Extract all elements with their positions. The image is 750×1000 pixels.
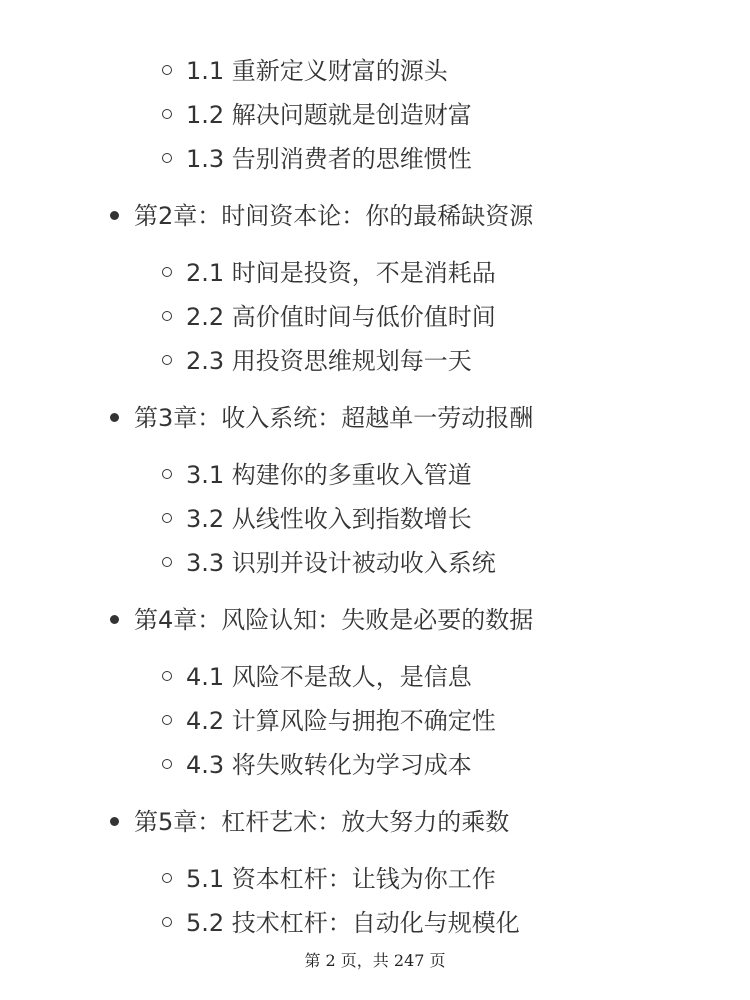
hollow-bullet-icon — [162, 873, 172, 883]
filled-bullet-icon — [110, 413, 119, 422]
hollow-bullet-icon — [162, 153, 172, 163]
hollow-bullet-icon — [162, 671, 172, 681]
toc-item-text: 1.2 解决问题就是创造财富 — [186, 101, 472, 129]
toc-item-text: 3.1 构建你的多重收入管道 — [186, 461, 472, 489]
hollow-bullet-icon — [162, 469, 172, 479]
toc-item-text: 2.2 高价值时间与低价值时间 — [186, 303, 496, 331]
toc-item-3-3 — [162, 541, 496, 585]
toc-item-2-3 — [162, 339, 472, 383]
toc-item-text: 1.1 重新定义财富的源头 — [186, 57, 448, 85]
toc-item-text: 5.2 技术杠杆：自动化与规模化 — [186, 909, 520, 937]
toc-chapter-text: 第4章：风险认知：失败是必要的数据 — [134, 606, 534, 634]
toc-item-4-2 — [162, 699, 496, 743]
toc-item-1-1 — [162, 49, 448, 93]
hollow-bullet-icon — [162, 267, 172, 277]
toc-item-2-2 — [162, 295, 496, 339]
toc-item-text: 3.3 识别并设计被动收入系统 — [186, 549, 496, 577]
hollow-bullet-icon — [162, 557, 172, 567]
toc-item-5-2 — [162, 901, 520, 945]
hollow-bullet-icon — [162, 759, 172, 769]
hollow-bullet-icon — [162, 355, 172, 365]
toc-item-text: 4.1 风险不是敌人，是信息 — [186, 663, 472, 691]
toc-chapter-text: 第3章：收入系统：超越单一劳动报酬 — [134, 404, 534, 432]
filled-bullet-icon — [110, 817, 119, 826]
toc-item-4-1 — [162, 655, 472, 699]
toc-item-text: 2.1 时间是投资，不是消耗品 — [186, 259, 496, 287]
toc-chapter-3 — [110, 396, 533, 440]
toc-item-1-3 — [162, 137, 472, 181]
toc-item-text: 5.1 资本杠杆：让钱为你工作 — [186, 865, 496, 893]
toc-chapter-text: 第2章：时间资本论：你的最稀缺资源 — [134, 202, 534, 230]
toc-item-text: 4.2 计算风险与拥抱不确定性 — [186, 707, 496, 735]
toc-item-3-1 — [162, 453, 472, 497]
toc-chapter-2 — [110, 194, 533, 238]
toc-item-2-1 — [162, 251, 496, 295]
toc-item-1-2 — [162, 93, 472, 137]
toc-item-text: 3.2 从线性收入到指数增长 — [186, 505, 472, 533]
hollow-bullet-icon — [162, 65, 172, 75]
toc-item-5-1 — [162, 857, 496, 901]
toc-item-3-2 — [162, 497, 472, 541]
toc-item-text: 2.3 用投资思维规划每一天 — [186, 347, 472, 375]
filled-bullet-icon — [110, 615, 119, 624]
toc-item-4-3 — [162, 743, 472, 787]
toc-chapter-5 — [110, 800, 509, 844]
toc-item-text: 1.3 告别消费者的思维惯性 — [186, 145, 472, 173]
filled-bullet-icon — [110, 211, 119, 220]
hollow-bullet-icon — [162, 311, 172, 321]
hollow-bullet-icon — [162, 917, 172, 927]
hollow-bullet-icon — [162, 109, 172, 119]
toc-item-text: 4.3 将失败转化为学习成本 — [186, 751, 472, 779]
page-number-footer: 第 2 页，共 247 页 — [304, 951, 446, 970]
hollow-bullet-icon — [162, 513, 172, 523]
toc-chapter-text: 第5章：杠杆艺术：放大努力的乘数 — [134, 808, 510, 836]
hollow-bullet-icon — [162, 715, 172, 725]
toc-chapter-4 — [110, 598, 533, 642]
